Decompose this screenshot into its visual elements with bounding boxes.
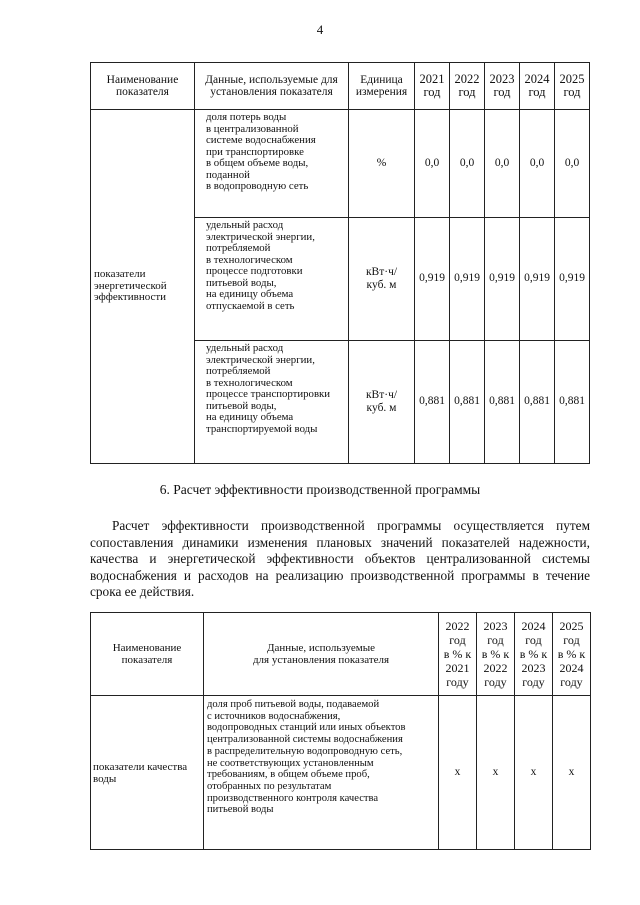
header-year: 2022 год — [450, 63, 485, 110]
header-year — [515, 613, 553, 696]
table-header-row — [91, 613, 591, 696]
header-data-used-text: Данные, используемые для установления показателя — [252, 641, 390, 666]
value-cell: 0,0 — [485, 110, 520, 218]
value-cell: х — [439, 696, 477, 850]
value-cell: 0,881 — [520, 341, 555, 464]
page-number: 4 — [316, 22, 324, 37]
header-data-used: Данные, используемые для установления показателя — [195, 63, 349, 110]
header-year: 2021 год — [415, 63, 450, 110]
header-year-text: 2023 год в % к 2022 году — [481, 619, 510, 689]
value-cell: 0,0 — [520, 110, 555, 218]
section-heading: 6. Расчет эффективности производственной программы — [159, 482, 481, 497]
indicator-description — [195, 218, 349, 341]
indicator-text: доля потерь воды в централизованной системе водоснабжения при транспортировке в общем объеме воды, поданной в водопроводную сеть — [206, 111, 316, 192]
header-year-text: 2024 год в % к 2023 году — [519, 619, 548, 689]
indicator-description — [195, 110, 349, 218]
unit-cell: % — [349, 110, 415, 218]
value-cell: х — [515, 696, 553, 850]
unit-text: кВт·ч/ куб. м — [365, 389, 398, 414]
header-name: Наименование показателя — [91, 613, 204, 696]
header-year — [439, 613, 477, 696]
group-label: показатели энергетической эффективности — [91, 110, 195, 464]
unit-text: кВт·ч/ куб. м — [365, 266, 398, 291]
unit-cell — [349, 341, 415, 464]
value-cell: 0,881 — [555, 341, 590, 464]
group-label: показатели качества воды — [91, 696, 204, 850]
indicator-text: удельный расход электрической энергии, потребляемой в технологическом процессе подготовки питьевой воды, на единицу объема отпускаемой в сеть — [206, 219, 315, 312]
header-year-text: 2025 год в % к 2024 году — [557, 619, 586, 689]
table-row — [91, 110, 590, 218]
section-paragraph: Расчет эффективности производственной программы осуществляется путем сопоставления динамики изменения плановых значений показателей надежности, качества и энергетической эффективности объектов централизованной системы водоснабжения и расходов на реализацию производственной программы в течение срока ее действия. — [90, 518, 590, 599]
unit-cell — [349, 218, 415, 341]
value-cell: 0,0 — [450, 110, 485, 218]
value-cell: 0,919 — [555, 218, 590, 341]
value-cell: 0,881 — [450, 341, 485, 464]
indicator-description — [204, 696, 439, 850]
value-cell: х — [477, 696, 515, 850]
energy-efficiency-table — [90, 62, 590, 464]
header-year — [477, 613, 515, 696]
header-year — [553, 613, 591, 696]
header-data-used — [204, 613, 439, 696]
value-cell: 0,0 — [415, 110, 450, 218]
value-cell: 0,919 — [415, 218, 450, 341]
value-cell: х — [553, 696, 591, 850]
table-header-row — [91, 63, 590, 110]
table-row — [91, 696, 591, 850]
header-name: Наименование показателя — [91, 63, 195, 110]
value-cell: 0,0 — [555, 110, 590, 218]
value-cell: 0,919 — [520, 218, 555, 341]
value-cell: 0,881 — [485, 341, 520, 464]
value-cell: 0,881 — [415, 341, 450, 464]
indicator-text: удельный расход электрической энергии, потребляемой в технологическом процессе транспортировки питьевой воды, на единицу объема транспортируемой воды — [206, 342, 331, 435]
header-year: 2023 год — [485, 63, 520, 110]
header-unit: Единица измерения — [349, 63, 415, 110]
value-cell: 0,919 — [450, 218, 485, 341]
header-year: 2025 год — [555, 63, 590, 110]
quality-dynamics-table — [90, 612, 591, 850]
indicator-description — [195, 341, 349, 464]
header-year-text: 2022 год в % к 2021 году — [443, 619, 472, 689]
header-year: 2024 год — [520, 63, 555, 110]
indicator-text: доля проб питьевой воды, подаваемой с источников водоснабжения, водопроводных станций или иных объектов централизованной системы водоснабжения в распределительную водопроводную сеть, не соответствующих установленным требованиям, в общем объеме проб, отобранных по результатам производственного контроля качества питьевой воды — [207, 699, 406, 816]
value-cell: 0,919 — [485, 218, 520, 341]
